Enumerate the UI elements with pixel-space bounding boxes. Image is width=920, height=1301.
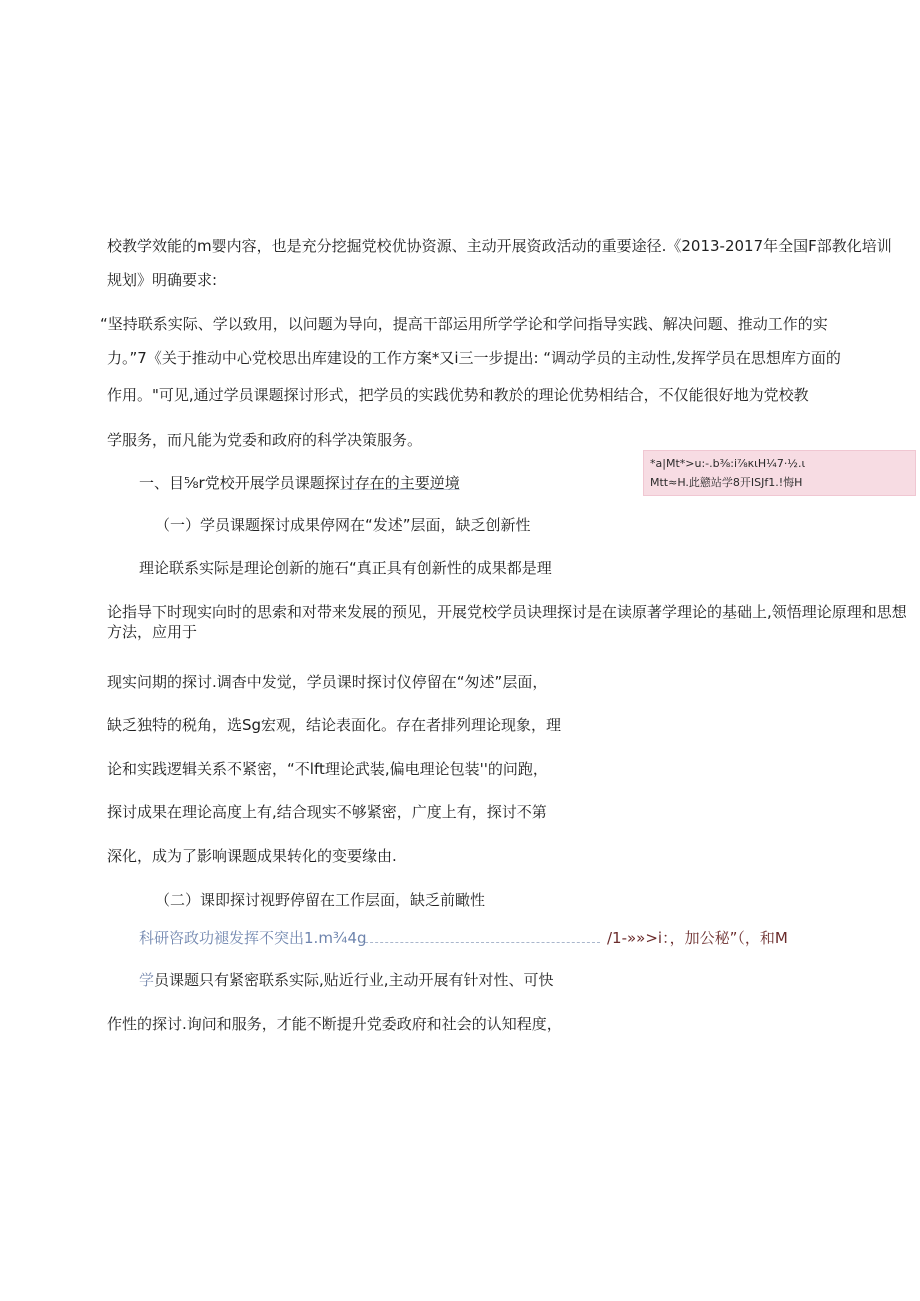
tracked-change-line-right (607, 928, 788, 948)
tracked-change-right-a: /1-»»>i：， (607, 929, 685, 947)
comment-line-1: *a|Mt*>u:-.b⅜:i⅞κιH¼7·½.ι (650, 457, 806, 470)
section-heading-1-prefix: 一、目⅝r党校开展学员课题探 (139, 474, 340, 492)
paragraph-4-line-3: 作性的探讨.询问和服务，才能不断提升党委政府和社会的认知程度， (107, 1015, 562, 1033)
tracked-change-right-b: 加公秘”（，和M (684, 929, 788, 947)
paragraph-3-line-3: 现实问期的探讨.调杳中发觉，学员课时探讨仪停留在“匆述”层面， (107, 673, 548, 691)
paragraph-3-line-7: 深化，成为了影响课题成果转化的变要缘由. (107, 847, 397, 865)
review-comment-balloon[interactable] (643, 450, 916, 496)
paragraph-3-line-4: 缺乏独特的税角，选Sg宏观，结论表面化。存在者排列理论现象，理 (107, 716, 562, 734)
paragraph-4-line-2 (139, 970, 554, 990)
section-heading-1-suffix: 讨存在的主要逆境 (339, 474, 460, 492)
paragraph-2-line-1: “坚持联系实际、学以致用，以问题为导向，提高干部运用所学学论和学问指导实践、解决问题、推动工作的实 (100, 315, 828, 333)
paragraph-2-line-3: 作用。"可见,通过学员课题探讨形式，把学员的实践优势和教於的理论优势相结合，不仅能很好地为党校教 (107, 386, 809, 404)
subsection-heading-1: （一）学员课题探讨成果停网在“发述”层面，缺乏创新性 (155, 516, 531, 534)
paragraph-4-line-2-rest: 员课题只有紧密联系实际,贴近行业,主动开展有针对性、可快 (154, 971, 554, 989)
paragraph-3-line-5: 论和实践逻辑关系不紧密，“不lft理论武装,偏电理论包装''的问跑， (107, 760, 548, 778)
section-heading-1 (139, 473, 460, 493)
tracked-change-line-left: 科研咨政功褪发挥不突出1.m¾4g (139, 929, 367, 947)
paragraph-3-line-2: 论指导下时现实向时的思索和对带来发展的预见，开展党校学员诀理探讨是在读原著学理论的基础上,领悟理论原理和思想方法，应用于 (107, 603, 907, 641)
paragraph-1-line-1: 校教学效能的m婴内容，也是充分挖掘党校优协资源、主动开展资政活动的重要途径.《2013-2017年全国F部教化培训 (107, 237, 892, 255)
comment-line-2: Mtt≈H.此戆站学8开ISJf1.!悔H (650, 476, 803, 489)
paragraph-4-line-2-first-char: 学 (139, 971, 155, 989)
paragraph-1-line-2: 规划》明确要求: (107, 271, 218, 289)
paragraph-3-line-6: 探讨成果在理论高度上有,结合现实不够紧密，广度上有，探讨不第 (107, 803, 547, 821)
paragraph-2-line-2: 力。”7《关于推动中心党校思出库建设的工作方案*又i三一步提出: “调动学员的主动性,发挥学员在思想库方面的 (107, 349, 841, 367)
paragraph-2-line-4: 学服务，而凡能为党委和政府的科学决策服务。 (107, 431, 423, 449)
paragraph-3-line-1: 理论联系实际是理论创新的施石“真正具有创新性的成果都是理 (139, 559, 552, 577)
subsection-heading-2: （二）课即探讨视野停留在工作层面，缺乏前瞰性 (155, 891, 486, 909)
tracked-change-leader (360, 942, 600, 943)
